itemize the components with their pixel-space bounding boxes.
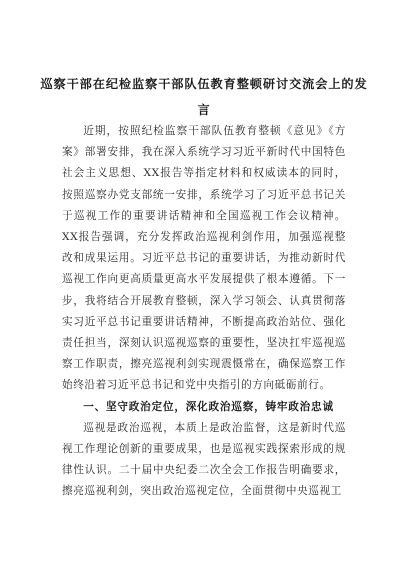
section-paragraph: 巡视是政治巡视，本质上是政治监督，这是新时代巡视工作理论创新的重要成果，也是巡视实践探索形成的规律性认识。二十届中央纪委二次全会工作报告明确要求，擦亮巡视利剑，突出政治巡视定位，全面贯彻中央巡视工 bbox=[62, 421, 346, 498]
document-title: 巡察干部在纪检监察干部队伍教育整顿研讨交流会上的发言 bbox=[40, 77, 368, 117]
document-body bbox=[62, 121, 346, 503]
intro-paragraph: 近期，按照纪检监察干部队伍教育整顿《意见》《方案》部署安排，我在深入系统学习习近平新时代中国特色社会主义思想、XX报告等指定材料和权威读本的同时，按照巡察办党支部统一安排，系统学习了习近平总书记关于巡视工作的重要讲话精神和全国巡视工作会议精神。XX报告强调，充分发挥政治巡视利剑作用，加强巡视整改和成果运用。习近平总书记的重要讲话，为推动新时代巡视工作向更高质量更高水平发展提供了根本遵循。下一步，我将结合开展教育整顿，深入学习领会、认真贯彻落实习近平总书记重要讲话精神，不断提高政治站位、强化责任担当，深刻认识巡视巡察的重要性，坚决扛牢巡视巡察工作职责，擦亮巡视利剑实现震慑常在，确保巡察工作始终沿着习近平总书记和党中央指引的方向砥砺前行。 bbox=[62, 125, 346, 392]
section-heading: 一、坚守政治定位，深化政治巡察，铸牢政治忠诚 bbox=[83, 400, 334, 413]
